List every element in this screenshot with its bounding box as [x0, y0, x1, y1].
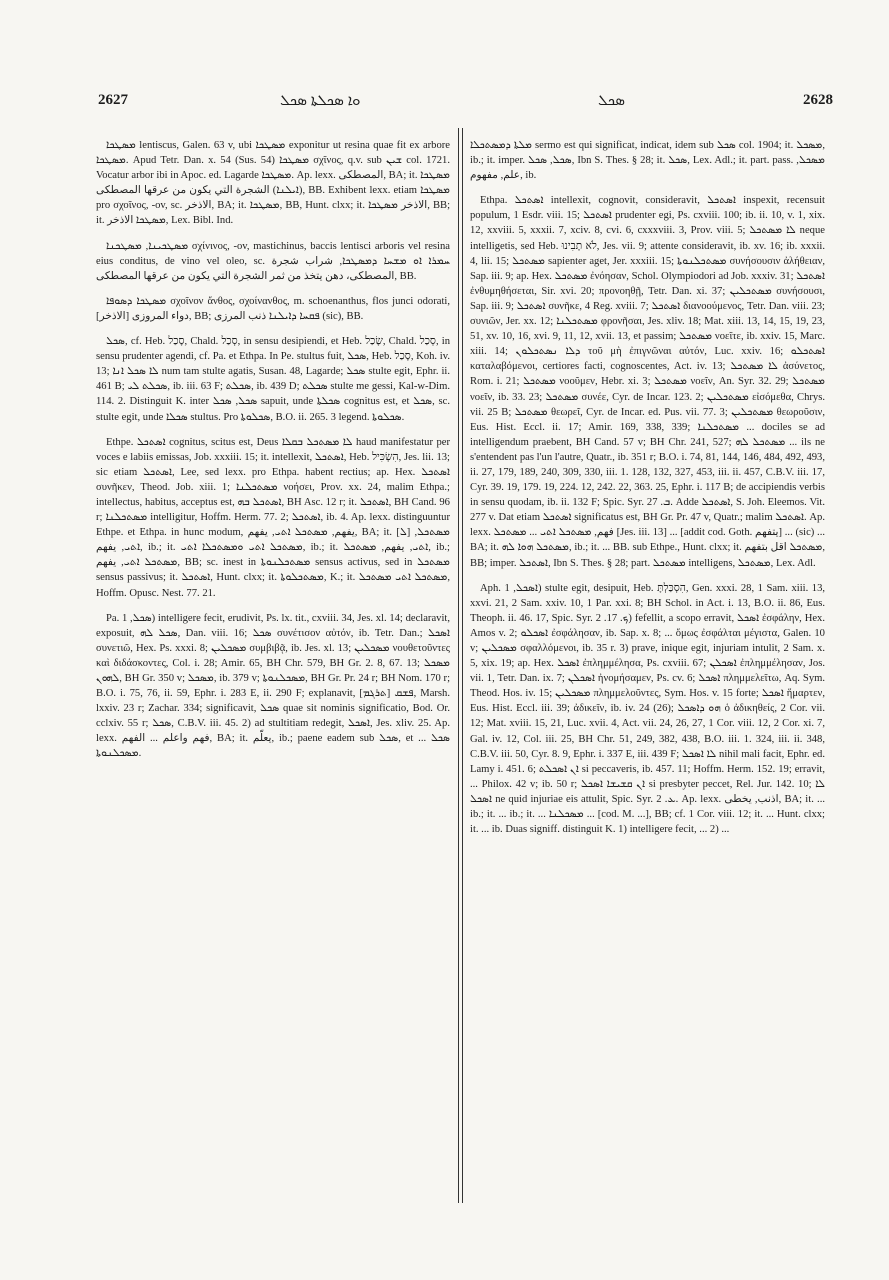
column-divider-left: [458, 128, 459, 1203]
entry-schoenanthus: ܡܣܛܟܐ ܕܣܘܦܐ σχοῖνον ἄνθος, σχοίνανθος, m. schoenanthus, flos junci odorati, [الاذخر] دواء المروزى, BB; ܦܩܚܐ ܕܐܝܠܢܐ ذنب المرزى (sic), BB.: [96, 295, 450, 322]
entry-ethpe: Ethpe. ܐܣܬܟܠ cognitus, scitus est, Deus ܠܐ ܡܣܬܟܠ ܒܩܠܐ haud manifestatur per voces e labiis emissas, Job. xxxiii. 15; it. intellexit, ܐܣܬܟܠ, Heb. הִשְׂכִּיל, Jes. lii. 13; sic etiam ܐܣܬܟܠ, Lee, sed lexx. pro Ethpa. habent rectius; ap. Hex. ܐܣܬܟܠ συνῆκεν, Theod. Job. xiii. 1; ܡܣܬܟܠܢܐ νοήσει, Prov. xx. 24, malim Ethpa.; intellectus, habitus, acceptus est, ܐܣܬܟܠ ܒܗ, BH Asc. 12 r; it. ܐܣܬܟܠ, BH Cand. 96 r; ܡܣܬܟܠܢܐ intelligitur, Hoffm. Herm. 77. 2; ܐܣܬܟܠ, ib. 4. Ap. lexx. distinguuntur Ethpe. et Ethpa. in hunc modum, يفهم, ܡܣܬܟܠ ܐܬܝ, يفهم, BA; it. [ܠ] ܡܣܬܟܠ, ܐܬܝ, يفهم, ib.; it. ܡܣܬܟܠ ܐܬܝ ܘܡܣܬܟܠܐ ܐܬܝ, ib.; it. ܐܬܝ, يفهم, ܡܣܬܟܠ, ib.; ܡܣܬܟܠ ܐܬܝ, يفهم, BB; sc. inest in ܡܣܬܟܠܢܘܬܐ sensus activus, sed in ܡܣܬܟܠ sensus passivus; it. ܐܣܬܟܠ, Hunt. clxx; it. ܡܣܬܟܠܘܬܐ, K.; it. ܡܣܬܟܠ ܐܬܝ ܡܣܬܟܠ, Hoffm. Opusc. Nest. 77. 21.: [96, 436, 451, 599]
right-running-title: ܣܟܠ: [598, 93, 625, 109]
right-page-number: 2628: [803, 92, 833, 108]
left-running-title: ܘܐ ܣܟܠܬܐ ܣܟܠ: [280, 93, 361, 109]
entry-mastikha: ܡܣܛܟܐ lentiscus, Galen. 63 v, ubi ܡܣܛܟܐ exponitur ut resina quae fit ex arbore ܡܣܛܟܐ. Apud Tetr. Dan. x. 54 (Sus. 54) ܡܣܛܟܐ σχῖνος, q.v. sub ܫܝܢ col. 1721. Vocatur arbor ibi in Apoc. ed. Lagarde ܡܣܛܟܐ. Ap. lexx. المصطكى, BA; it. ܡܣܛܟܐ (ܐܝܠܢܐ) الشجرة التي يكون من عرقها المصطكى, BB. Exhibent lexx. etiam ܡܣܛܟܐ pro σχοῖνος, -ov, sc. الاذخر, BA; it. ܡܣܛܟܐ, BB, Hunt. clxx; it. الاذخر ܡܣܛܟܐ, BB; it. ܡܣܛܟܐ الاذخر, Lex. Bibl. Ind.: [96, 140, 451, 227]
page-header: [0, 92, 889, 116]
entry-aph: Aph. ܐܣܟܠ, 1) stulte egit, desipuit, Heb. הִסְכַּלְתָּ, Gen. xxxi. 28, 1 Sam. xiii. 13, xxvi. 21, 2 Sam. xxiv. 10, 1 Par. xxi. 8; BH Schol. in Act. i. 13, B.O. ii. 86, Eus. Theoph. ii. 46. 17, Spic. Syr. ܟ. 17. 2) fefellit, a scopo erravit, ܐܣܟܠ ἐσφάλην, Hex. Amos v. 2; ܐܣܟܠܘ ἐσφάλησαν, ib. Sap. x. 8; ... ὅμως ἐσφάλται μέγιστα, Galen. 10 v; ܡܣܟܠܝܢ σφαλλόμενοι, ib. 35 r. 3) prave, inique egit, injuriam intulit, 2 Sam. x. 5, xix. 19; ap. Hex. ܐܣܟܠ ἐπλημμέλησα, Ps. cxviii. 67; ܐܣܟܠܢ ἐπλημμέλησαν, Jos. vii. 1, Tetr. Dan. ix. 7; ܐܣܟܠܢ ἠνομήσαμεν, Ps. cv. 6; ܐܣܟܠ πλημμελεῖτω, Aq. Sym. Theod. Hos. iv. 15; ܡܣܟܠܝܢ πλημμελοῦντες, Sym. Hos. v. 15 forte; ܐܣܟܠ ἥμαρτεν, Eus. Hist. Eccl. iii. 39; ἀδικεῖν, ib. iv. 24 (26); ܗܘ ܕܐܣܟܠ ὁ ἀδικηθείς, 2 Cor. vii. 12; Mat. xviii. 15, 21, Luc. xvii. 4, Act. vii. 24, 26, 27, 1 Cor. viii. 12, 2 Cor. xi. 7, Gal. iv. 12, Col. iii. 25, BH Chr. 51, 249, 382, 438, B.O. iii. 1. 324, iii. ii. 348, C.B.V. iii. 50, Cyr. 8. 9, Ephr. i. 337 E, iii. 439 F; ܠܐ ܐܣܟܠ nihil mali facit, Ephr. ed. Lamy i. 451. 6; ܐܢ ܐܣܟܠܬ si peccaveris, ib. 457. 11; Hoffm. Herm. 152. 19; erravit, ... Philox. 42 v; ib. 50 r; ܐܢ ܩܫܝܫܐ ܐܣܟܠ si presbyter peccet, Rel. Jur. 142. 10; ܠܐ ܐܣܟܠ ne quid injuriae eis attulit, Spic. Syr. ܥ. 2. Ap. lexx. اذنب, يخطى, BA; it. ... ib.; it. ... ib.; it. ... ܡܣܟܠܢܐ ... [cod. M. ...], BB; cf. 1 Cor. viii. 12; it. ... Hunt. clxx; it. ... ib. Duas signiff. distinguit K. 1) intelligere fecit, ... 2) ...: [470, 582, 826, 836]
entry-continuation: ܡܠܬܐ ܕܡܣܬܟܠܐ sermo est qui significat, indicat, idem sub ܣܟܠ col. 1904; it. ܡܣܟܠ, ib.; it. imper. ܣܟܠ, ܣܟܠ, Ibn S. Thes. § 28; it. ܣܟܠ, Lex. Adl.; it. part. pass. ܡܣܟܠ, علم, مفهوم, ib.: [470, 140, 826, 182]
entry-ethpa: Ethpa. ܐܣܬܟܠ intellexit, cognovit, consideravit, ܐܣܬܟܠ inspexit, recensuit populum, 1 Esdr. viii. 15; ܐܣܬܟܠ prudenter egi, Ps. cxviii. 100; ib. ii. 10, v. 1, xix. 12, xxviii. 5, xxxii. 7, xciv. 8, cvi. 6, cxxxviii. 3, Prov. viii. 5; ܠܐ ܡܣܬܟܠ neque intelligetis, sed Heb. לֹא תָבִינוּ, Jes. vii. 9; attente consideravit, ib. xv. 16; ib. xxxii. 4, lii. 15; ܡܣܬܟܠ sapienter aget, Jer. xxxiii. 15; ܡܣܬܟܠܢܘܬܐ συνήσουσιν ἀλήθειαν, Sap. iii. 9; ap. Hex. ܡܣܬܟܠ ἐνόησαν, Schol. Olympiodori ad Job. xxxiv. 31; ܐܣܬܟܠ ἐνθυμηθήσεται, Sir. xvi. 20; προνοηθῇ, Tetr. Dan. xi. 37; ܡܣܬܟܠܝܢ συνήσουσι, Sap. iii. 9; ܐܣܬܟܠ συνῆκε, 4 Reg. xviii. 7; ܐܣܬܟܠ διανοούμενος, Tetr. Dan. viii. 23; συνιῶν, Jer. xx. 12; ܡܣܬܟܠܢܐ φρονῆσαι, Jes. xliv. 18; Mat. xiii. 13, 14, 15, 19, 23, 51, xv. 10, 16, xvi. 9, 11, 12, xvii. 13, et passim; ܡܣܬܟܠ νοεῖτε, ib. xxiv. 15, Marc. xiii. 14; ܕܠܐ ܢܣܬܟܠܘܢ τοῦ μὴ ἐπιγνῶναι αὐτόν, Luc. xxiv. 16; ܐܣܬܟܠܘ καταλαβόμενοι, certiores facti, cognoscentes, Act. iv. 13; ܠܐ ܡܣܬܟܠ ἀσύνετος, Rom. i. 21; ܡܣܬܟܠ νοοῦμεν, Hebr. xi. 3; ܡܣܬܟܠ νοεῖν, An. Syr. 32. 29; ܡܣܬܟܠ νοεῖν, ib. 33. 23; ܡܣܬܟܠ συνέε, Cyr. de Incar. 123. 2; ܡܣܬܟܠܝܢ εἰσόμεθα, Chrys. vii. 25 B; ܡܣܬܟܠ θεωρεῖ, Cyr. de Incar. ed. Pus. vii. 77. 3; ܡܣܬܟܠܝܢ θεωροῦσιν, Eus. Hist. Eccl. ii. 17; Amir. 169, 338, 339; ܡܣܬܟܠܢܐ ... dociles se ad intelligendum praebent, BH Cand. 57 v; BH Chr. 241, 527; ܡܣܬܟܠ ܠܗ ... ils ne s'entendent pas l'un l'autre, Quatr., ib. 351 r; B.O. i. 74, 81, 144, 146, 484, 492, 493, ii. 27, 179, 189, 240, 309, 330, iii. 1. 128, 132, 327, 453, iii. ii. 457, C.B.V. iii. 17, Cyr. 39. 19, 179. 19, 224. 12, 242. 22, 363. 25, Ephr. i. 117 B; de accipiendis verbis in sensu quodam, ib. ii. 132 F; Spic. Syr. ܒ. 27. Adde ܐܣܬܟܠ, S. Joh. Eleemos. Vit. 277 v. Dat etiam ܐܣܬܟܠ significatus est, BH Gr. Pr. 47 v, Quatr.; malim ܐܣܬܟܠ. Ap. lexx. فهم, ܡܣܬܟܠ ܐܬܝ ... ܡܣܬܟܠ [Jes. iii. 13] ... [addit cod. Goth. يتفهم] ... (sic) ... BA; it. ܡܣܬܟܠ ܗܘܐ ܠܗ, ib.; it. ... BB. sub Ethpe., Hunt. clxx; it. ܡܣܬܟܠ اقل بتفهم, BB; imper. ܐܣܬܟܠ, Ibn S. Thes. § 28; part. ܡܣܬܟܠ intelligens, ܡܣܬܟܠ, Lex. Adl.: [470, 195, 826, 569]
column-divider-right: [462, 128, 463, 1203]
left-page-number: 2627: [98, 92, 128, 108]
entry-pa: Pa. ܣܟܠ, 1) intelligere fecit, erudivit, Ps. lx. tit., cxviii. 34, Jes. xl. 14; declaravit, exposuit, ܣܟܠ ܠܗ, Dan. viii. 16; ܣܟܠ συνέτισον αὐτόν, ib. Tetr. Dan.; ܐܣܟܠ συνετιῶ, Hex. Ps. xxxi. 8; ܡܣܟܠܝܢ συμβιβᾷ, ib. Jes. xl. 13; ܡܣܟܠܝܢ νουθετοῦντες καὶ διδάσκοντες, Col. i. 28; Amir. 65, BH Chr. 579, BH Gr. 2. 8, 67. 13; ܡܣܟܠ ܠܗܘܢ, BH Gr. 350 v; ܡܣܟܠ, ib. 379 v; ܡܣܟܠܢܘܬܐ, BH Gr. Pr. 24 r; BH Nom. 170 r; B.O. i. 75, 76, ii. 59, Ephr. i. 283 E, ii. 290 F; explanavit, ܦܫܩ [ܬܪܓܡ], Marsh. lxxiv. 23 r; Zachar. 334; significavit, ܣܟܠ quae sit nominis significatio, Bod. Or. cclxiv. 55 r; ܣܟܠ, C.B.V. iii. 45. 2) ad stultitiam redegit, ܐܣܟܠ, Jes. xliv. 25. Ap. lexx. فهم واعلم ... الفهم, BA; it. يعلّم, ib.; paene eadem sub ܣܟܠ, et ܣܟܠ ... ܡܣܟܠܢܘܬܐ.: [96, 612, 451, 760]
entry-sakal: ܣܟܠ, cf. Heb. סָכַל, Chald. סְכַל, in sensu desipiendi, et Heb. שָׂכַל, Chald. סְכַל, in sensu prudenter agendi, cf. Pa. et Ethpa. In Pe. stultus fuit, ܣܟܠ, Heb. סָכַל, Koh. iv. 13; ܠܐ ܣܟܠ ܐܢܐ num tam stulte agatis, Susan. 48, Lagarde; ܣܟܠ stulte egit, Ephr. ii. 461 B; ܣܟܠܬ ܠܝ, ib. iii. 63 F; ܣܟܠܬ, ib. 439 D; ܣܟܠܬ stulte me gessi, Kal-w-Dim. 114. 2. Distinguit K. inter ܣܟܠ, ܣܟܠ sapuit, unde ܣܟܠܬܐ cognitus est, et ܣܟܠ, sc. stulte egit, unde ܣܟܠܐ stultus. Pro ܣܟܠܘܬܐ, B.O. ii. 265. 3 legend. ܣܟܠܘܬܐ.: [96, 336, 451, 423]
left-column: [96, 138, 450, 772]
entry-mastikhina: ܡܣܛܟܝܢܐ, ܡܣܛܟܢܐ σχίνινος, -ov, mastichinus, baccis lentisci arboris vel resina eius conditus, de vino vel oleo, sc. ܚܡܪܐ ܐܘ ܡܫܚܐ ܕܡܣܛܟܐ, شراب شجرة المصطكى، دهن يتخذ من ثمر الشجرة التي يكون من عرقها المصطكى, BB.: [96, 240, 450, 282]
right-column: [470, 138, 825, 847]
